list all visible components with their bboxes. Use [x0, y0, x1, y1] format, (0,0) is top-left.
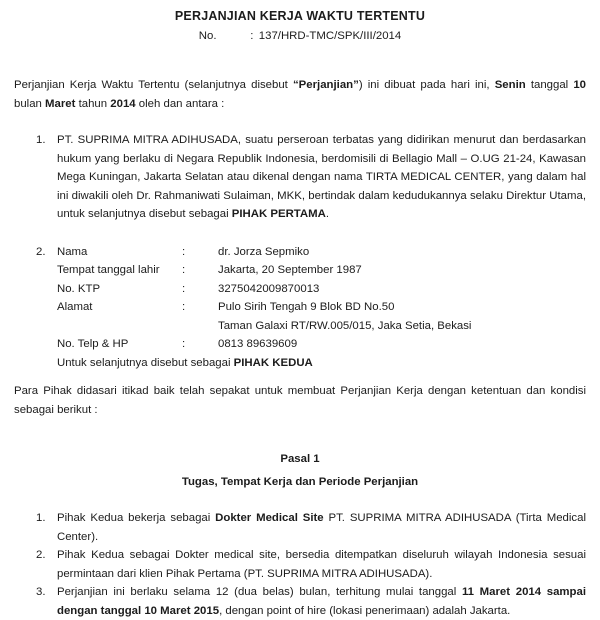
detail-label: No. KTP: [57, 282, 101, 295]
party-first: [14, 131, 586, 224]
item-period: 11 Maret 2014 sampai dengan tanggal 10 Maret 2015: [57, 586, 587, 617]
pasal-item-3: [14, 583, 586, 620]
detail-value: Jakarta, 20 September 1987: [218, 264, 362, 276]
list-number: 3.: [36, 586, 46, 598]
item-text: PT. SUPRIMA MITRA ADIHUSADA (Tirta Medical Center).: [57, 512, 586, 543]
detail-value: Taman Galaxi RT/RW.005/015, Jaka Setia, Bekasi: [218, 319, 472, 332]
party-second-closing: [57, 354, 586, 373]
detail-label: Nama: [57, 245, 88, 258]
detail-colon: :: [182, 282, 186, 295]
intro-year: 2014: [110, 97, 136, 110]
party-first-text: PT. SUPRIMA MITRA ADIHUSADA, suatu perseroan terbatas yang didirikan menurut dan berdasarkan hukum yang berlaku di Negara Republik Indonesia, berdomisili di Bellagio Mall – O.UG 21-24, Kawasan Mega Kuningan, Jakarta Selatan atau dikenal dengan nama TIRTA MEDICAL CENTER, yang dalam hal ini diwakili oleh Dr. Rahmaniwati Sulaiman, MKK, bertindak dalam kedudukannya selaku Direktur Utama, untuk selanjutnya disebut sebagai: [57, 134, 586, 220]
detail-row-telp: [57, 335, 586, 354]
number-colon: :: [250, 29, 254, 42]
detail-label: Alamat: [57, 301, 93, 313]
detail-row-ktp: [57, 280, 586, 299]
party-second: [14, 243, 586, 373]
closing-text: Untuk selanjutnya disebut sebagai: [57, 356, 234, 369]
party-first-role: PIHAK PERTAMA: [231, 208, 326, 220]
detail-colon: :: [182, 301, 186, 313]
item-text: , dengan point of hire (lokasi penerimaan) adalah Jakarta.: [219, 604, 511, 617]
item-text: Perjanjian ini berlaku selama 12 (dua belas) bulan, terhitung mulai tanggal: [57, 586, 462, 598]
agreement-paragraph: Para Pihak didasari itikad baik telah sepakat untuk membuat Perjanjian Kerja dengan ketentuan dan kondisi sebagai berikut :: [14, 385, 586, 416]
detail-value: Pulo Sirih Tengah 9 Blok BD No.50: [218, 301, 395, 313]
intro-day: Senin: [494, 79, 526, 91]
intro-text: ) ini dibuat pada hari ini,: [358, 79, 495, 91]
pasal-title: Pasal 1: [280, 453, 320, 465]
list-number: 2.: [36, 549, 46, 561]
pasal-subtitle: Tugas, Tempat Kerja dan Periode Perjanjian: [181, 475, 419, 488]
detail-colon: :: [182, 264, 186, 276]
number-label: No.: [198, 29, 217, 42]
intro-month: Maret: [45, 97, 76, 110]
pasal-item-2: [14, 546, 586, 583]
pasal-items-list: [14, 509, 586, 620]
parties-list: [14, 131, 586, 372]
detail-value: 0813 89639609: [218, 338, 298, 350]
party-second-role: PIHAK KEDUA: [233, 356, 313, 369]
intro-text: oleh dan antara :: [135, 97, 225, 110]
list-number: 2.: [36, 245, 46, 258]
list-number: 1.: [36, 512, 46, 524]
item-text: Pihak Kedua bekerja sebagai: [57, 512, 216, 524]
item-position: Dokter Medical Site: [215, 512, 324, 524]
intro-text: tanggal: [525, 79, 574, 91]
number-value: 137/HRD-TMC/SPK/III/2014: [258, 29, 402, 42]
detail-label: Tempat tanggal lahir: [57, 264, 160, 276]
detail-colon-empty: [182, 317, 218, 336]
detail-row-alamat-2: [57, 317, 586, 336]
list-number: 1.: [36, 134, 46, 146]
intro-paragraph: [14, 76, 586, 113]
document-number: [14, 27, 586, 46]
party-first-end: .: [325, 208, 330, 220]
intro-date: 10: [573, 79, 586, 91]
intro-text: tahun: [75, 97, 111, 110]
intro-text: bulan: [14, 97, 46, 110]
detail-colon: :: [182, 338, 186, 350]
detail-value: 3275042009870013: [218, 282, 320, 295]
detail-value: dr. Jorza Sepmiko: [218, 245, 310, 258]
document-title: PERJANJIAN KERJA WAKTU TERTENTU: [174, 9, 426, 23]
detail-row-ttl: [57, 261, 586, 280]
detail-row-alamat: [57, 298, 586, 317]
detail-colon: :: [182, 245, 186, 258]
item-text: Pihak Kedua sebagai Dokter medical site, bersedia ditempatkan diseluruh wilayah Indonesia sesuai permintaan dari klien Pihak Pertama (PT. SUPRIMA MITRA ADIHUSADA).: [57, 549, 586, 580]
detail-label-empty: [57, 317, 182, 336]
detail-label: No. Telp & HP: [57, 338, 129, 350]
pasal-item-1: [14, 509, 586, 546]
detail-row-nama: [57, 243, 586, 262]
intro-text: Perjanjian Kerja Waktu Tertentu (selanjutnya disebut: [14, 79, 293, 91]
intro-perjanjian: “Perjanjian”: [292, 79, 359, 91]
